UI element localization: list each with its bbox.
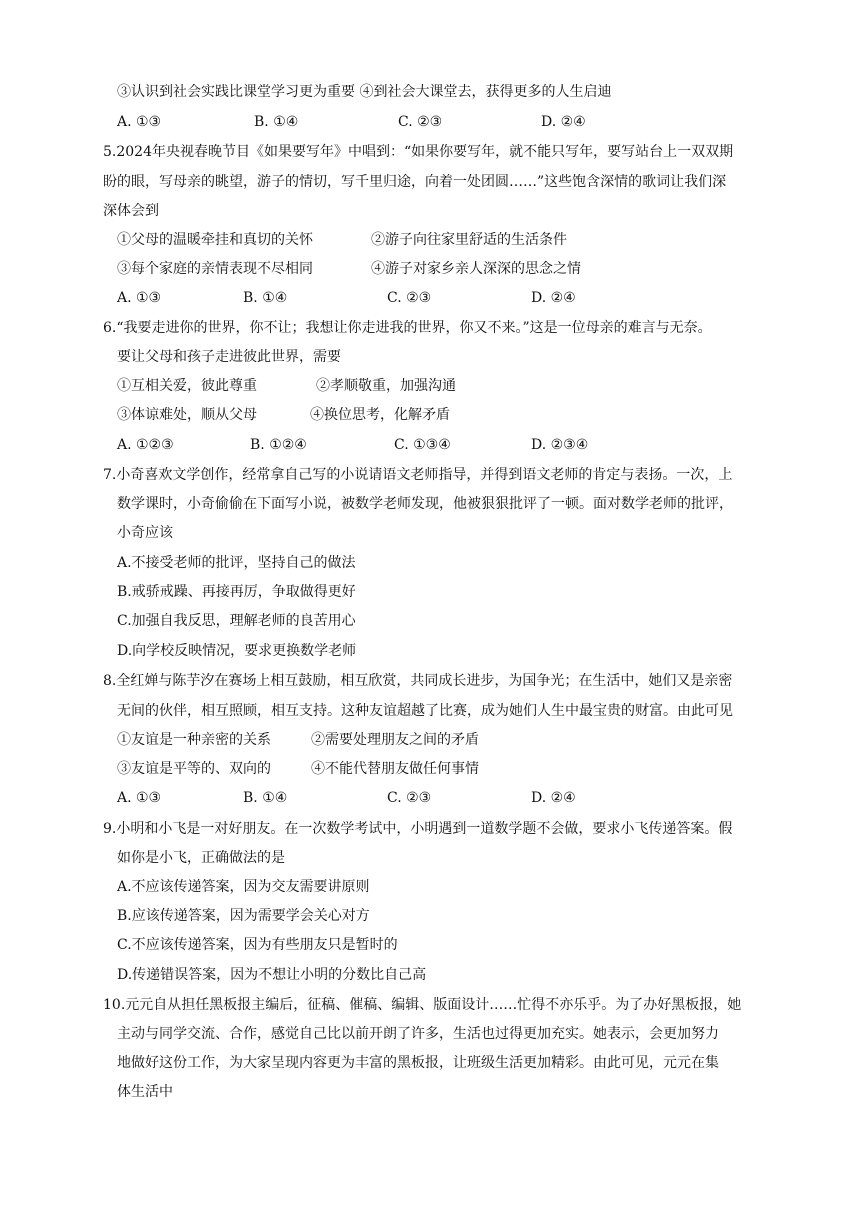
q8-statement-2: ②需要处理朋友之间的矛盾 — [311, 732, 479, 748]
q8-option-c: C. ②③ — [387, 790, 432, 806]
q7-option-a: A.不接受老师的批评，坚持自己的做法 — [117, 555, 356, 571]
q5-statement-1: ①父母的温暖牵挂和真切的关怀 — [117, 232, 313, 248]
q4-option-d: D. ②④ — [541, 114, 586, 130]
q9-option-a: A.不应该传递答案，因为交友需要讲原则 — [117, 879, 370, 895]
q6-statement-2: ②孝顺敬重，加强沟通 — [316, 378, 456, 394]
q5-option-b: B. ①④ — [243, 290, 288, 306]
q10-stem-line-1: 10.元元自从担任黑板报主编后，征稿、催稿、编辑、版面设计……忙得不亦乐乎。为了办好黑板报，她 — [103, 997, 742, 1013]
q7-stem-line-3: 小奇应该 — [117, 525, 173, 541]
q5-statement-4: ④游子对家乡亲人深深的思念之情 — [371, 261, 581, 277]
q10-stem-line-4: 体生活中 — [117, 1084, 173, 1100]
q10-stem-line-3: 地做好这份工作，为大家呈现内容更为丰富的黑板报，让班级生活更加精彩。由此可见，元元在集 — [117, 1055, 719, 1071]
q6-option-d: D. ②③④ — [531, 437, 589, 453]
q4-option-c: C. ②③ — [398, 114, 443, 130]
q5-option-d: D. ②④ — [531, 290, 576, 306]
q9-stem-line-1: 9.小明和小飞是一对好朋友。在一次数学考试中，小明遇到一道数学题不会做，要求小飞传递答案。假 — [103, 821, 733, 837]
q5-option-a: A. ①③ — [117, 290, 162, 306]
q6-option-a: A. ①②③ — [117, 437, 174, 453]
q5-statement-3: ③每个家庭的亲情表现不尽相同 — [117, 261, 313, 277]
q8-statement-3: ③友谊是平等的、双向的 — [117, 761, 271, 777]
q6-statement-1: ①互相关爱，彼此尊重 — [117, 378, 257, 394]
q5-statement-2: ②游子向往家里舒适的生活条件 — [371, 232, 567, 248]
q4-option-b: B. ①④ — [254, 114, 299, 130]
q7-option-c: C.加强自我反思，理解老师的良苦用心 — [117, 613, 356, 629]
q8-option-a: A. ①③ — [117, 790, 162, 806]
q8-stem-line-2: 无间的伙伴，相互照顾，相互支持。这种友谊超越了比赛，成为她们人生中最宝贵的财富。由此可见 — [117, 703, 733, 719]
q10-stem-line-2: 主动与同学交流、合作，感觉自己比以前开朗了许多，生活也过得更加充实。她表示，会更加努力 — [117, 1026, 719, 1042]
q9-stem-line-2: 如你是小飞，正确做法的是 — [117, 850, 285, 866]
q8-statement-4: ④不能代替朋友做任何事情 — [311, 761, 479, 777]
q8-option-d: D. ②④ — [531, 790, 576, 806]
q7-stem-line-1: 7.小奇喜欢文学创作，经常拿自己写的小说请语文老师指导，并得到语文老师的肯定与表扬。一次，上 — [103, 467, 733, 483]
q4-statements-line: ③认识到社会实践比课堂学习更为重要 ④到社会大课堂去，获得更多的人生启迪 — [117, 84, 612, 100]
q7-option-b: B.戒骄戒躁、再接再厉，争取做得更好 — [117, 584, 356, 600]
q8-stem-line-1: 8.全红婵与陈芋汐在赛场上相互鼓励，相互欣赏，共同成长进步，为国争光；在生活中，她们又是亲密 — [103, 673, 733, 689]
q6-statement-4: ④换位思考，化解矛盾 — [310, 407, 450, 423]
q7-stem-line-2: 数学课时，小奇偷偷在下面写小说，被数学老师发现，他被狠狠批评了一顿。面对数学老师的批评， — [117, 496, 733, 512]
q5-option-c: C. ②③ — [387, 290, 432, 306]
q7-option-d: D.向学校反映情况，要求更换数学老师 — [117, 643, 357, 659]
q6-option-b: B. ①②④ — [250, 437, 307, 453]
q6-option-c: C. ①③④ — [394, 437, 451, 453]
q5-stem-line-3: 深体会到 — [103, 203, 159, 219]
q4-option-a: A. ①③ — [117, 114, 162, 130]
q8-option-b: B. ①④ — [243, 790, 288, 806]
q5-stem-line-1: 5.2024年央视春晚节目《如果要写年》中唱到：“如果你要写年，就不能只写年，要写站台上一双双期 — [103, 144, 734, 160]
q8-statement-1: ①友谊是一种亲密的关系 — [117, 732, 271, 748]
q6-stem-line-2: 要让父母和孩子走进彼此世界，需要 — [117, 349, 341, 365]
q6-statement-3: ③体谅难处，顺从父母 — [117, 407, 257, 423]
q9-option-c: C.不应该传递答案，因为有些朋友只是暂时的 — [117, 937, 398, 953]
q5-stem-line-2: 盼的眼，写母亲的眺望，游子的情切，写千里归途，向着一处团圆……”这些饱含深情的歌词让我们深 — [103, 174, 727, 190]
q9-option-d: D.传递错误答案，因为不想让小明的分数比自己高 — [117, 967, 427, 983]
q6-stem-line-1: 6.“我要走进你的世界，你不让；我想让你走进我的世界，你又不来。”这是一位母亲的难言与无奈。 — [103, 320, 712, 336]
q9-option-b: B.应该传递答案，因为需要学会关心对方 — [117, 908, 370, 924]
